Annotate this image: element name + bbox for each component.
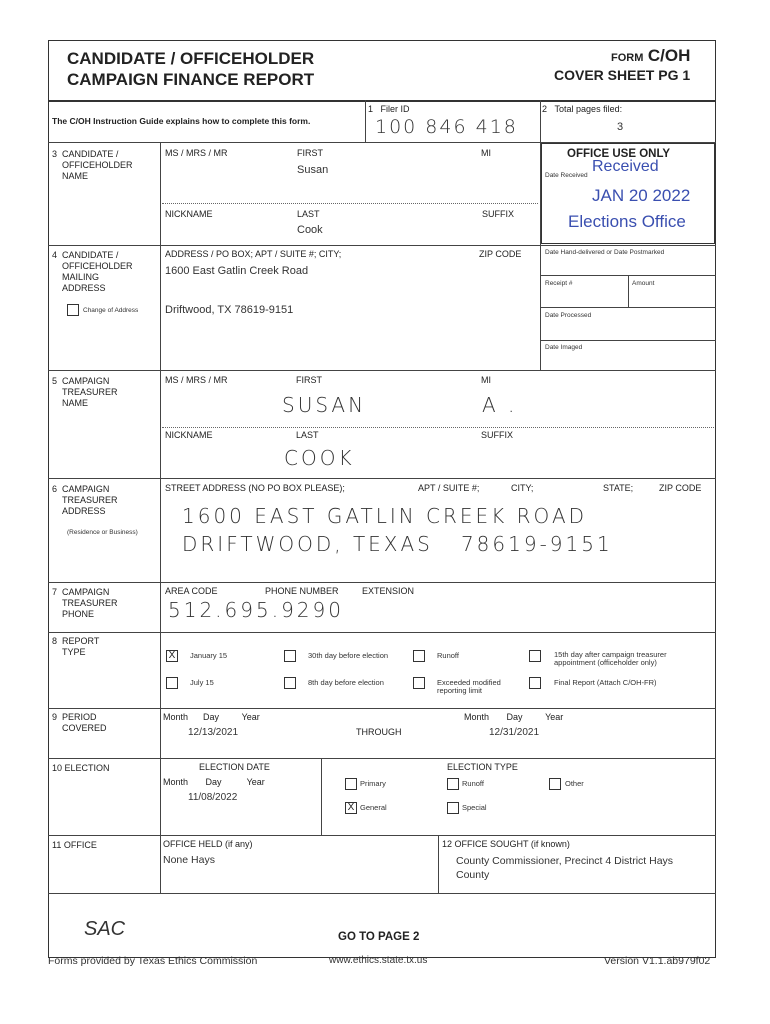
s7-ext-label: EXTENSION — [362, 586, 415, 596]
s10-label: 10 ELECTION — [52, 763, 110, 773]
received-stamp-date: JAN 20 2022 — [592, 186, 691, 205]
s8-runoff-checkbox[interactable] — [413, 650, 425, 662]
s3-mi-label: MI — [481, 148, 491, 158]
s10-runoff-label: Runoff — [462, 779, 484, 788]
s5-first-value: SUSAN — [282, 393, 367, 417]
s6-city-label: CITY; — [511, 483, 534, 493]
s6-zip-label: ZIP CODE — [659, 483, 702, 493]
s7-phone-value: 512.695.9290 — [168, 598, 344, 622]
day15-label: 15th day after campaign treasurer appointment (officeholder only) — [554, 650, 667, 667]
s7-area-label: AREA CODE — [165, 586, 218, 596]
form-title-line1: CANDIDATE / OFFICEHOLDER — [67, 49, 315, 68]
day8-label: 8th day before election — [308, 678, 384, 687]
filer-id-label: 1 Filer ID — [368, 104, 410, 114]
s10-date-value: 11/08/2022 — [188, 792, 238, 803]
forms-provided: Forms provided by Texas Ethics Commission — [48, 955, 258, 967]
s6-street-label: STREET ADDRESS (NO PO BOX PLEASE); — [165, 483, 345, 493]
s5-first-label: FIRST — [296, 375, 322, 385]
special-label: Special — [462, 803, 487, 812]
s7-phone-label: PHONE NUMBER — [265, 586, 339, 596]
processed-label: Date Processed — [545, 312, 592, 319]
total-pages-label: 2 Total pages filed: — [542, 104, 623, 114]
other-checkbox[interactable] — [549, 778, 561, 790]
final-report-checkbox[interactable] — [529, 677, 541, 689]
s5-nickname-label: NICKNAME — [165, 430, 213, 440]
s6-apt-label: APT / SUITE #; — [418, 483, 480, 493]
office-held-label: OFFICE HELD (if any) — [163, 839, 253, 849]
jul15-checkbox[interactable] — [166, 677, 178, 689]
s5-mi-label: MI — [481, 375, 491, 385]
s3-nickname-label: NICKNAME — [165, 209, 213, 219]
primary-checkbox[interactable] — [345, 778, 357, 790]
ethics-url[interactable]: www.ethics.state.tx.us — [329, 955, 428, 966]
primary-label: Primary — [360, 779, 386, 788]
day30-label: 30th day before election — [308, 651, 389, 660]
other-label: Other — [565, 779, 584, 788]
version-label: Version V1.1.ab979f02 — [604, 955, 711, 967]
s3-label: 3 CANDIDATE / OFFICEHOLDER NAME — [52, 149, 133, 181]
s9-label: 9 PERIOD COVERED — [52, 712, 107, 733]
general-checkbox[interactable]: X — [345, 802, 357, 814]
form-code: FORM C/OH — [611, 46, 691, 65]
received-stamp-office: Elections Office — [568, 212, 686, 231]
s6-address-line2: DRIFTWOOD, TEXAS 78619-9151 — [182, 532, 613, 556]
amount-label: Amount — [632, 280, 655, 287]
hand-delivered-label: Date Hand-delivered or Date Postmarked — [545, 249, 665, 256]
s9-to-date: 12/31/2021 — [489, 727, 540, 738]
office-held-value: None Hays — [163, 854, 215, 866]
s11-label: 11 OFFICE — [52, 840, 97, 850]
form-title-line2: CAMPAIGN FINANCE REPORT — [67, 70, 315, 89]
imaged-label: Date Imaged — [545, 344, 583, 351]
s9-through-label: THROUGH — [356, 727, 402, 737]
s3-last-label: LAST — [297, 209, 320, 219]
exceeded-label: Exceeded modified reporting limit — [437, 678, 501, 695]
s4-zip-label: ZIP CODE — [479, 249, 522, 259]
signature-initials: SAC — [84, 918, 126, 940]
s4-address-line1: 1600 East Gatlin Creek Road — [165, 265, 309, 277]
s6-res-label: (Residence or Business) — [67, 529, 138, 536]
s9-from-date: 12/13/2021 — [188, 727, 239, 738]
go-to-page-2: GO TO PAGE 2 — [338, 931, 420, 943]
s5-title-label: MS / MRS / MR — [165, 375, 228, 385]
change-address-label: Change of Address — [83, 307, 139, 314]
jan15-checkbox[interactable]: X — [166, 650, 178, 662]
final-report-label: Final Report (Attach C/OH-FR) — [554, 678, 657, 687]
received-stamp: Received — [592, 158, 659, 175]
s4-label: 4 CANDIDATE / OFFICEHOLDER MAILING ADDRESS — [52, 250, 133, 293]
jul15-label: July 15 — [190, 678, 214, 687]
office-use-title: OFFICE USE ONLY — [567, 148, 671, 160]
exceeded-checkbox[interactable] — [413, 677, 425, 689]
office-sought-label: 12 OFFICE SOUGHT (if known) — [442, 839, 570, 849]
day15-checkbox[interactable] — [529, 650, 541, 662]
filer-id-value: 100 846 418 — [375, 116, 518, 138]
general-label: General — [360, 803, 387, 812]
receipt-label: Receipt # — [545, 280, 573, 287]
jan15-label: January 15 — [190, 651, 228, 660]
s5-mi-value: A . — [482, 393, 518, 417]
s8-label: 8 REPORT TYPE — [52, 636, 100, 657]
date-received-label: Date Received — [545, 172, 588, 179]
change-address-checkbox[interactable] — [67, 304, 79, 316]
s5-suffix-label: SUFFIX — [481, 430, 514, 440]
s8-runoff-label: Runoff — [437, 651, 459, 660]
s10-date-parts: Month Day Year — [163, 777, 265, 787]
instruction-text: The C/OH Instruction Guide explains how to complete this form. — [52, 116, 311, 126]
s9-to-labels: Month Day Year — [464, 712, 564, 722]
cover-sheet-label: COVER SHEET PG 1 — [554, 67, 691, 83]
s3-first-value: Susan — [297, 164, 329, 176]
special-checkbox[interactable] — [447, 802, 459, 814]
day8-checkbox[interactable] — [284, 677, 296, 689]
s5-last-label: LAST — [296, 430, 319, 440]
s6-state-label: STATE; — [603, 483, 634, 493]
s3-first-label: FIRST — [297, 148, 323, 158]
s6-label: 6 CAMPAIGN TREASURER ADDRESS — [52, 484, 118, 516]
s5-label: 5 CAMPAIGN TREASURER NAME — [52, 376, 118, 408]
s3-last-value: Cook — [297, 224, 323, 236]
office-sought-value: County Commissioner, Precinct 4 District Hays County — [456, 855, 674, 881]
s10-type-label: ELECTION TYPE — [447, 762, 518, 772]
s6-address-line1: 1600 EAST GATLIN CREEK ROAD — [182, 504, 588, 528]
s4-address-line2: Driftwood, TX 78619-9151 — [165, 304, 294, 316]
s10-runoff-checkbox[interactable] — [447, 778, 459, 790]
s3-suffix-label: SUFFIX — [482, 209, 515, 219]
s4-address-label: ADDRESS / PO BOX; APT / SUITE #; CITY; — [165, 249, 342, 259]
s5-last-value: COOK — [284, 446, 355, 470]
day30-checkbox[interactable] — [284, 650, 296, 662]
total-pages-value: 3 — [617, 121, 624, 133]
s10-date-label: ELECTION DATE — [199, 762, 270, 772]
s9-from-labels: Month Day Year — [163, 712, 260, 722]
s7-label: 7 CAMPAIGN TREASURER PHONE — [52, 587, 118, 619]
s3-title-label: MS / MRS / MR — [165, 148, 228, 158]
